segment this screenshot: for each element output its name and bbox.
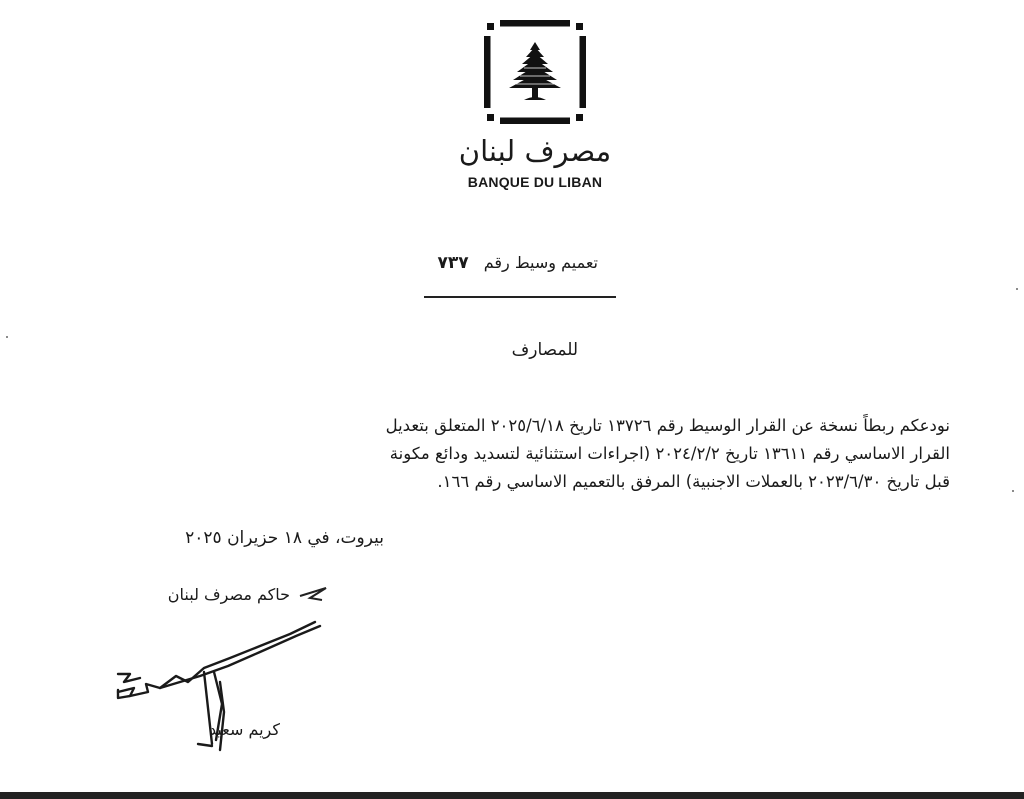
circular-number: ٧٣٧	[437, 253, 469, 273]
scan-speck	[1016, 288, 1018, 290]
body-paragraph	[112, 412, 950, 496]
scan-speck	[6, 336, 8, 338]
signatory-title: حاكم مصرف لبنان	[167, 585, 290, 604]
addressee: للمصارف	[511, 340, 578, 360]
circular-title-label: تعميم وسيط رقم	[483, 253, 598, 272]
pen-stroke-icon	[296, 582, 336, 612]
bank-name-french: BANQUE DU LIBAN	[467, 174, 603, 190]
handwritten-signature-icon	[100, 612, 340, 762]
scan-bottom-border	[0, 792, 1024, 799]
title-underline	[424, 296, 616, 298]
body-line: قبل تاريخ ٢٠٢٣/٦/٣٠ بالعملات الاجنبية) المرفق بالتعميم الاساسي رقم ١٦٦.	[437, 472, 950, 491]
body-line: نودعكم ربطاً نسخة عن القرار الوسيط رقم ١٣٧٢٦ تاريخ ٢٠٢٥/٦/١٨ المتعلق بتعديل	[385, 416, 950, 435]
cedar-logo-icon	[484, 20, 586, 124]
circular-title	[380, 253, 598, 273]
body-line: القرار الاساسي رقم ١٣٦١١ تاريخ ٢٠٢٤/٢/٢ (اجراءات استثنائية لتسديد ودائع مكونة	[389, 444, 950, 463]
scan-speck	[1012, 490, 1014, 492]
bank-name-arabic: مصرف لبنان	[458, 134, 612, 168]
signer-name: كريم سعيد	[209, 720, 280, 739]
place-date: بيروت، في ١٨ حزيران ٢٠٢٥	[185, 528, 384, 548]
